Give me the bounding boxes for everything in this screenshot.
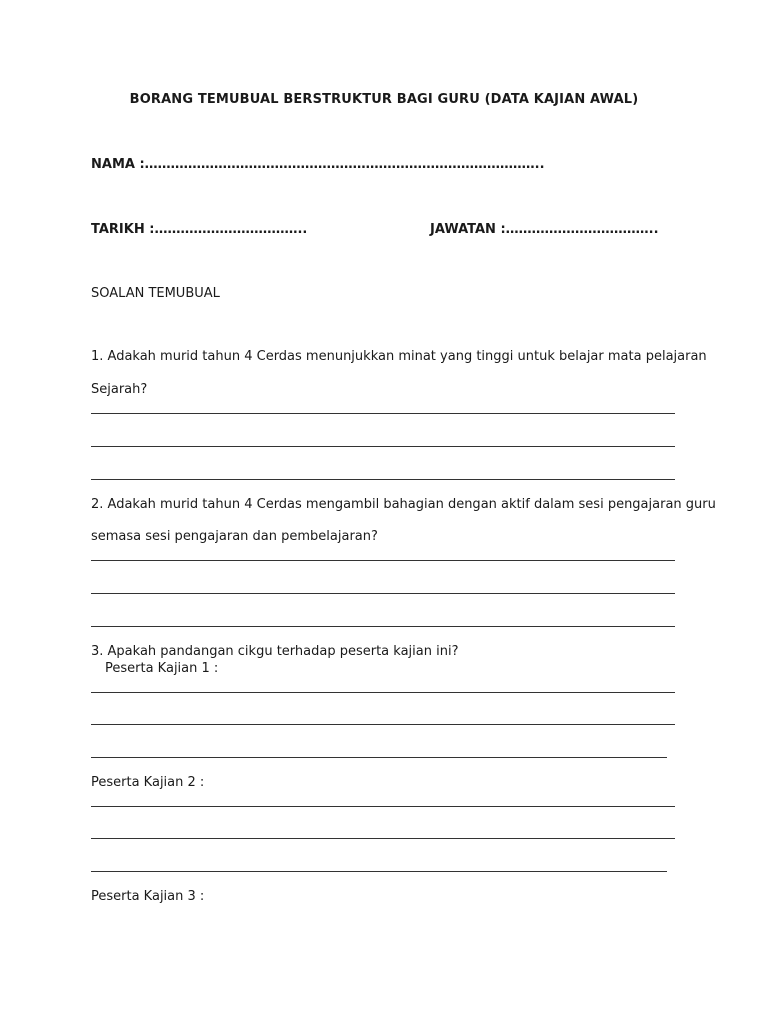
answer-line[interactable] [91,413,675,414]
participant-3-label: Peserta Kajian 3 : [91,889,205,904]
answer-line[interactable] [91,626,675,627]
answer-line[interactable] [91,479,675,480]
position-field[interactable]: JAWATAN :…………………………….. [430,222,659,237]
question-1-line-1: 1. Adakah murid tahun 4 Cerdas menunjukkan minat yang tinggi untuk belajar mata pelajaran [91,349,707,364]
name-field[interactable]: NAMA :……………………………………………………………………………….. [91,157,545,172]
answer-line[interactable] [91,724,675,725]
answer-line[interactable] [91,871,667,872]
date-field[interactable]: TARIKH :…………………………….. [91,222,308,237]
participant-1-label: Peserta Kajian 1 : [105,661,219,676]
answer-line[interactable] [91,838,675,839]
answer-line[interactable] [91,806,675,807]
question-1-line-2: Sejarah? [91,382,148,397]
form-title: BORANG TEMUBUAL BERSTRUKTUR BAGI GURU (DATA KAJIAN AWAL) [129,92,639,107]
question-2-line-2: semasa sesi pengajaran dan pembelajaran? [91,529,378,544]
participant-2-label: Peserta Kajian 2 : [91,775,205,790]
question-3-line-1: 3. Apakah pandangan cikgu terhadap peserta kajian ini? [91,644,459,659]
answer-line[interactable] [91,560,675,561]
answer-line[interactable] [91,446,675,447]
answer-line[interactable] [91,757,667,758]
question-2-line-1: 2. Adakah murid tahun 4 Cerdas mengambil bahagian dengan aktif dalam sesi pengajaran guru [91,497,716,512]
answer-line[interactable] [91,593,675,594]
answer-line[interactable] [91,692,675,693]
section-heading: SOALAN TEMUBUAL [91,286,220,301]
